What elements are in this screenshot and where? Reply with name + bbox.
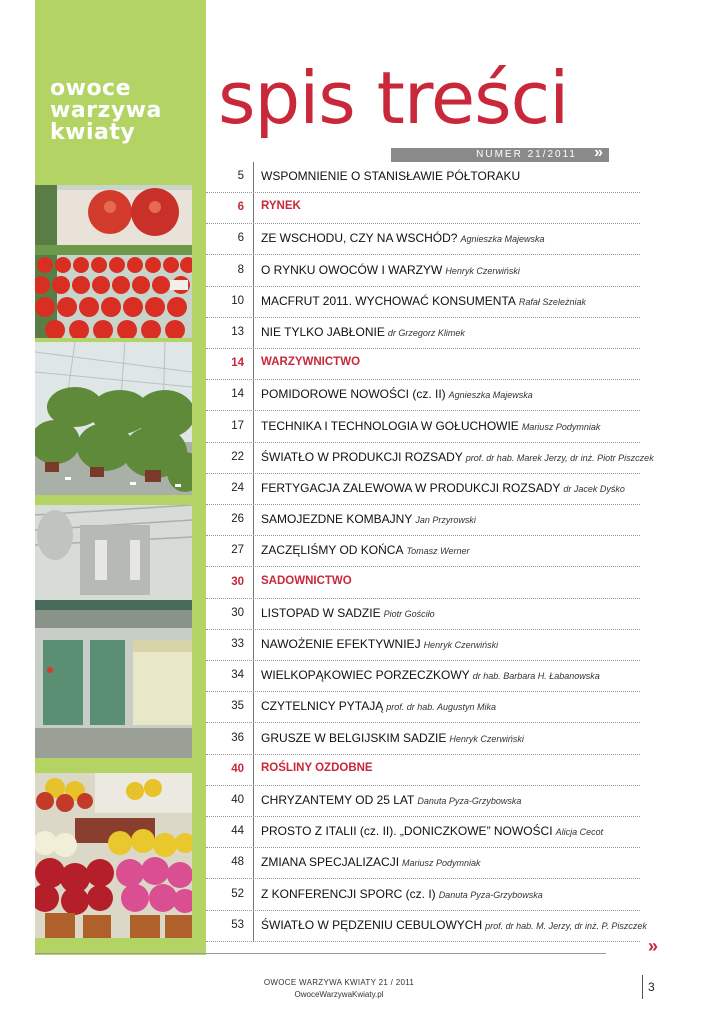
toc-page-number: 5 <box>237 170 244 182</box>
toc-entry-text <box>261 668 600 682</box>
toc-entry <box>206 880 640 911</box>
toc-entry <box>206 443 654 474</box>
toc-entry <box>206 817 640 848</box>
footer-website: OwoceWarzywaKwiaty.pl <box>294 990 384 999</box>
toc-entry-author: Danuta Pyza-Grzybowska <box>417 796 522 806</box>
toc-entry-text <box>261 481 625 495</box>
toc-entry-text <box>261 325 465 339</box>
toc-entry-author: dr hab. Barbara H. Łabanowska <box>472 671 600 682</box>
toc-entry-text <box>261 169 520 183</box>
toc-section-heading <box>206 568 640 599</box>
toc-entry-title: RYNEK <box>261 200 301 213</box>
toc-entry-author: Agnieszka Majewska <box>448 390 533 401</box>
toc-entry-text <box>261 731 524 745</box>
toc-page-number: 6 <box>237 232 244 245</box>
toc-section-heading <box>206 755 640 786</box>
toc-page-number: 14 <box>231 388 244 401</box>
toc-entry-author: prof. dr hab. Augustyn Mika <box>386 702 496 713</box>
toc-entry-author: dr Grzegorz Klimek <box>387 328 465 338</box>
toc-entry-text <box>261 512 476 526</box>
toc-entry-author: Agnieszka Majewska <box>460 234 545 245</box>
toc-page-number: 33 <box>231 638 244 650</box>
toc-page-number: 48 <box>231 856 244 869</box>
toc-entry <box>206 599 640 630</box>
toc-entry <box>206 848 640 879</box>
toc-entry-title: ŚWIATŁO W PRODUKCJI ROZSADY <box>261 449 463 464</box>
toc-entry-text <box>261 294 586 308</box>
toc-entry-title: NIE TYLKO JABŁONIE <box>261 325 385 339</box>
toc-entry-author: Piotr Gościło <box>383 608 435 619</box>
toc-page-number: 8 <box>237 263 244 276</box>
toc-entry-author: prof. dr hab. Marek Jerzy, dr inż. Piotr Piszczek <box>465 452 654 463</box>
toc-entry-text <box>261 543 470 557</box>
toc-entry-text <box>261 575 352 587</box>
toc-entry <box>206 318 640 349</box>
magazine-logo <box>50 78 162 144</box>
toc-entry-text <box>261 231 545 245</box>
toc-entry-author: Mariusz Podymniak <box>521 421 601 432</box>
greenhouse-machinery-image <box>35 505 192 758</box>
toc-entry <box>206 786 640 817</box>
toc-entry-title: WARZYWNICTWO <box>261 356 361 369</box>
toc-entry-title: WIELKOPĄKOWIEC PORZECZKOWY <box>261 668 470 683</box>
toc-page-number: 27 <box>231 544 244 557</box>
continue-arrow-icon: » <box>648 936 659 956</box>
toc-entry-title: SADOWNICTWO <box>261 574 352 587</box>
toc-entry-title: LISTOPAD W SADZIE <box>261 605 381 620</box>
toc-entry-title: GRUSZE W BELGIJSKIM SADZIE <box>261 730 447 745</box>
toc-entry-author: Tomasz Werner <box>406 546 470 557</box>
toc-entry-author: Rafał Szeleżniak <box>518 296 586 307</box>
toc-entry-author: Danuta Pyza-Grzybowska <box>438 889 543 900</box>
toc-entry-author: Henryk Czerwiński <box>445 265 520 276</box>
toc-entry-title: ZE WSCHODU, CZY NA WSCHÓD? <box>261 231 458 246</box>
toc-entry-title: PROSTO Z ITALII (cz. II). „DONICZKOWE” NOWOŚCI <box>261 824 553 839</box>
toc-section-heading <box>206 349 640 380</box>
toc-entry <box>206 911 647 942</box>
toc-entry-author: prof. dr hab. M. Jerzy, dr inż. P. Piszczek <box>485 920 647 931</box>
toc-entry-title: CHRYZANTEMY OD 25 LAT <box>261 793 415 807</box>
toc-entry-author: dr Jacek Dyśko <box>563 484 625 494</box>
toc-entry-text <box>261 356 360 368</box>
logo-line-3: kwiaty <box>50 120 136 145</box>
greenhouse-seedlings-image <box>35 342 192 495</box>
toc-entry <box>206 287 640 318</box>
issue-number: NUMER 21/2011 <box>476 149 577 160</box>
toc-entry-text <box>261 699 496 713</box>
toc-entry-title: SAMOJEZDNE KOMBAJNY <box>261 512 413 527</box>
toc-entry-text <box>261 263 520 277</box>
toc-page-number: 30 <box>231 575 244 588</box>
page-number: 3 <box>648 980 655 994</box>
toc-entry-text <box>261 419 600 433</box>
toc-entry <box>206 162 640 193</box>
toc-entry-text <box>261 387 533 401</box>
toc-entry-text <box>261 887 543 901</box>
toc-entry <box>206 474 640 505</box>
toc-entry-text <box>261 918 647 932</box>
toc-entry-author: Alicja Cecot <box>555 827 604 838</box>
toc-page-number: 36 <box>231 731 244 744</box>
toc-entry-title: ZMIANA SPECJALIZACJI <box>261 855 400 870</box>
toc-entry <box>206 630 640 661</box>
toc-entry-text <box>261 855 481 869</box>
toc-entry-title: Z KONFERENCJI SPORC (cz. I) <box>261 886 436 901</box>
page-number-divider <box>642 975 643 999</box>
toc-entry-text <box>261 200 301 212</box>
toc-entry <box>206 661 640 692</box>
logo-line-1: owoce <box>50 76 132 101</box>
toc-entry-title: ROŚLINY OZDOBNE <box>261 761 373 774</box>
toc-page-number: 13 <box>231 326 244 338</box>
toc-page-number: 22 <box>231 450 244 463</box>
toc-page-number: 35 <box>231 700 244 713</box>
toc-page-number: 24 <box>231 482 244 494</box>
toc-entry-text <box>261 450 654 464</box>
toc-page-number: 34 <box>231 669 244 682</box>
toc-entry-title: TECHNIKA I TECHNOLOGIA W GOŁUCHOWIE <box>261 418 519 433</box>
toc-entry-text <box>261 824 603 838</box>
toc-page-number: 17 <box>231 419 244 432</box>
toc-entry <box>206 505 640 536</box>
toc-page-number: 14 <box>231 357 244 370</box>
toc-page-number: 6 <box>237 201 244 214</box>
toc-entry-text <box>261 606 435 620</box>
toc-page-number: 30 <box>231 606 244 619</box>
toc-entry-author: Henryk Czerwiński <box>449 733 524 744</box>
issue-number-bar <box>391 144 609 162</box>
toc-entry <box>206 380 640 411</box>
tomatoes-on-display-image <box>35 185 192 338</box>
toc-entry <box>206 724 640 755</box>
toc-entry-author: Jan Przyrowski <box>415 515 476 526</box>
toc-entry-title: ZACZĘLIŚMY OD KOŃCA <box>261 543 404 558</box>
toc-page-number: 26 <box>231 513 244 526</box>
toc-entry-title: NAWOŻENIE EFEKTYWNIEJ <box>261 637 421 651</box>
chrysanthemums-image <box>35 773 192 938</box>
toc-entry-title: WSPOMNIENIE O STANISŁAWIE PÓŁTORAKU <box>261 169 521 183</box>
toc-entry <box>206 256 640 287</box>
toc-entry <box>206 224 640 255</box>
toc-page-number: 53 <box>231 918 244 931</box>
page-title: spis treści <box>218 56 569 140</box>
toc-entry-text <box>261 762 373 774</box>
toc-page-number: 40 <box>231 794 244 806</box>
toc-entry-author: Mariusz Podymniak <box>402 858 481 869</box>
toc-entry-title: POMIDOROWE NOWOŚCI (cz. II) <box>261 387 446 402</box>
toc-separator <box>206 941 640 942</box>
toc-entry-text <box>261 793 521 807</box>
toc-entry-title: FERTYGACJA ZALEWOWA W PRODUKCJI ROZSADY <box>261 481 561 495</box>
toc-entry <box>206 412 640 443</box>
toc-entry <box>206 692 640 723</box>
toc-entry-title: ŚWIATŁO W PĘDZENIU CEBULOWYCH <box>261 917 483 932</box>
bottom-rule <box>35 953 606 954</box>
toc-entry <box>206 536 640 567</box>
toc-entry-title: CZYTELNICY PYTAJĄ <box>261 699 384 714</box>
toc-page-number: 40 <box>231 762 244 775</box>
chevron-right-icon: » <box>594 144 603 161</box>
toc-entry-title: O RYNKU OWOCÓW I WARZYW <box>261 262 443 277</box>
toc-entry-author: Henryk Czerwiński <box>423 640 499 650</box>
toc-section-heading <box>206 193 640 224</box>
toc-entry-title: MACFRUT 2011. WYCHOWAĆ KONSUMENTA <box>261 293 516 308</box>
toc-page-number: 10 <box>231 294 244 307</box>
toc-page-number: 52 <box>231 887 244 900</box>
toc-entry-text <box>261 637 498 651</box>
footer-magazine-issue: OWOCE WARZYWA KWIATY 21 / 2011 <box>263 978 415 987</box>
toc-page-number: 44 <box>231 825 244 838</box>
logo-line-2: warzywa <box>50 98 162 123</box>
